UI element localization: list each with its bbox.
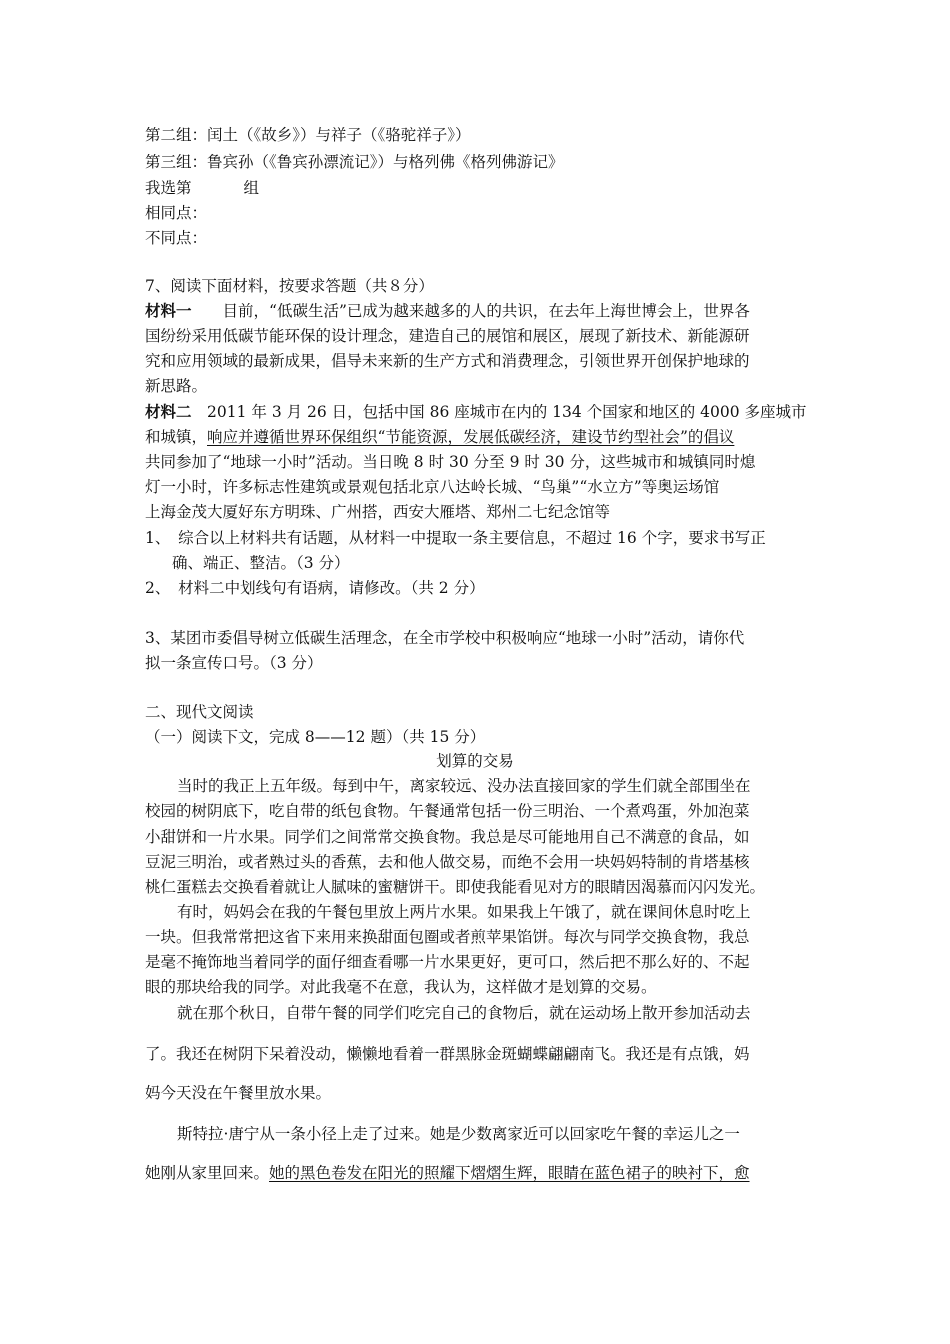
para4-text-plain: 她刚从家里回来。 [145,1164,270,1182]
material1-line-2: 国纷纷采用低碳节能环保的设计理念，建造自己的展馆和展区，展现了新技术、新能源研 [145,327,750,345]
para4-underlined-sentence: 她的黑色卷发在阳光的照耀下熠熠生辉，眼睛在蓝色裙子的映衬下，愈 [269,1164,750,1182]
material2-text-2-plain: 和城镇， [145,428,208,446]
para2-line-1: 有时，妈妈会在我的午餐包里放上两片水果。如果我上午饿了，就在课间休息时吃上 [177,903,751,921]
material1-label: 材料一 [145,301,192,320]
para1-line-2: 校园的树阴底下，吃自带的纸包食物。午餐通常包括一份三明治、一个煮鸡蛋，外加泡菜 [145,802,750,820]
para1-line-1: 当时的我正上五年级。每到中午，离家较远、没办法直接回家的学生们就全部围坐在 [177,777,751,795]
q7-sub1-line-2: 确、端正、整洁。（3 分） [172,554,350,572]
para1-line-4: 豆泥三明治，或者熟过头的香蕉，去和他人做交易，而绝不会用一块妈妈特制的肯塔基核 [145,853,750,871]
material2-line-3: 共同参加了“地球一小时”活动。当日晚 8 时 30 分至 9 时 30 分，这些城市和城镇同时熄 [145,453,756,471]
para2-line-2: 一块。但我常常把这省下来用来换甜面包圈或者煎苹果馅饼。每次与同学交换食物，我总 [145,928,750,946]
para2-line-3: 是毫不掩饰地当着同学的面仔细查看哪一片水果更好，更可口，然后把不那么好的、不起 [145,953,750,971]
material2-text-1: 2011 年 3 月 26 日，包括中国 86 座城市在内的 134 个国家和地区的 4000 多座城市 [191,403,807,421]
para1-line-3: 小甜饼和一片水果。同学们之间常常交换食物。我总是尽可能地用自己不满意的食品，如 [145,828,750,846]
para3-line-2: 了。我还在树阴下呆着没动，懒懒地看着一群黑脉金斑蝴蝶翩翩南飞。我还是有点饿，妈 [145,1045,750,1063]
group2-line: 第二组：闰土（《故乡》）与祥子（《骆驼祥子》） [145,126,471,144]
material2-underlined-sentence: 响应并遵循世界环保组织“节能资源，发展低碳经济，建设节约型社会”的倡议 [207,428,735,446]
q7-sub2: 2、 材料二中划线句有语病，请修改。（共 2 分） [145,579,485,597]
para3-line-1: 就在那个秋日，自带午餐的同学们吃完自己的食物后，就在运动场上散开参加活动去 [177,1004,751,1022]
diff-points-label: 不同点： [145,229,208,247]
section2-heading: 二、现代文阅读 [145,703,254,721]
same-points-label: 相同点： [145,204,208,222]
material2-label: 材料二 [145,402,192,421]
group3-line: 第三组：鲁宾孙（《鲁宾孙漂流记》）与格列佛《格列佛游记》 [145,153,564,171]
material1-text-1: 目前，“低碳生活”已成为越来越多的人的共识，在去年上海世博会上，世界各 [191,302,750,320]
para4-line-2 [145,1163,750,1183]
choose-group-line [145,178,259,198]
q7-sub3-line-2: 拟一条宣传口号。（3 分） [145,654,323,672]
choose-prefix: 我选第 [145,179,192,197]
choose-suffix: 组 [243,179,260,197]
material2-line-5: 上海金茂大厦好东方明珠、广州搭，西安大雁塔、郑州二七纪念馆等 [145,503,611,521]
material2-line-1 [145,402,807,422]
material1-line-4: 新思路。 [145,377,208,395]
para2-line-4: 眼的那块给我的同学。对此我毫不在意，我认为，这样做才是划算的交易。 [145,978,657,996]
article-title: 划算的交易 [436,752,514,770]
material2-line-2 [145,427,734,447]
material1-line-1 [145,301,750,321]
para1-line-5: 桃仁蛋糕去交换看着就让人腻味的蜜糖饼干。即使我能看见对方的眼睛因渴慕而闪闪发光。 [145,878,766,896]
material2-line-4: 灯一小时，许多标志性建筑或景观包括北京八达岭长城、“鸟巢”“水立方”等奥运场馆 [145,478,720,496]
q7-title: 7、阅读下面材料，按要求答题（共８分） [145,277,434,295]
para3-line-3: 妈今天没在午餐里放水果。 [145,1084,332,1102]
q7-sub3-line-1: 3、某团市委倡导树立低碳生活理念，在全市学校中积极响应“地球一小时”活动，请你代 [145,629,745,647]
q7-sub1-line-1: 1、 综合以上材料共有话题，从材料一中提取一条主要信息，不超过 16 个字，要求书写正 [145,529,766,547]
material1-line-3: 究和应用领域的最新成果，倡导未来新的生产方式和消费理念，引领世界开创保护地球的 [145,352,750,370]
section2-subheading: （一）阅读下文，完成 8——12 题）（共 15 分） [145,728,486,746]
para4-line-1: 斯特拉·唐宁从一条小径上走了过来。她是少数离家近可以回家吃午餐的幸运儿之一 [177,1125,740,1143]
